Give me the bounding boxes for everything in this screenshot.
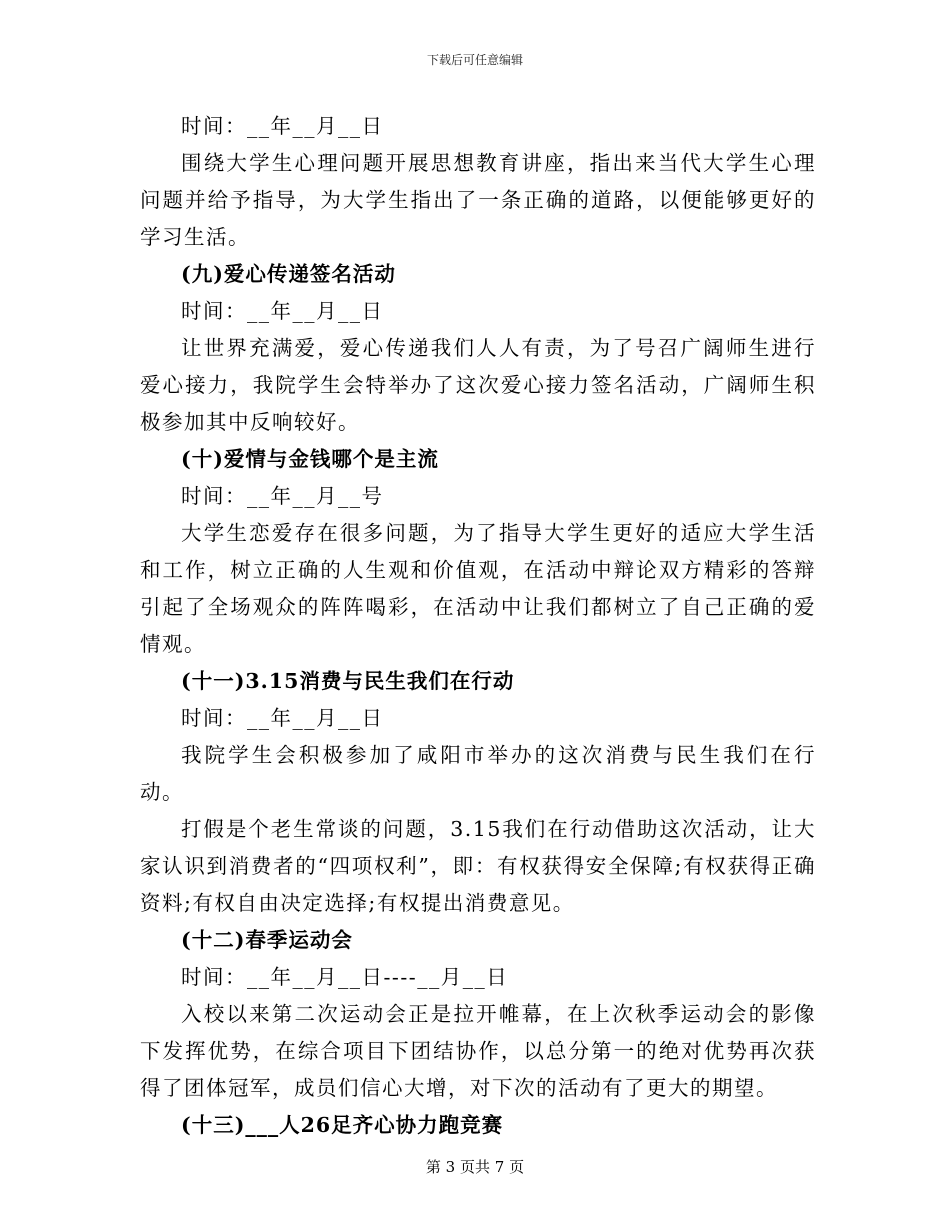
page-header: 下载后可任意编辑 <box>426 53 523 67</box>
body-paragraph: 我院学生会积极参加了咸阳市举办的这次消费与民生我们在行动。 <box>140 743 816 804</box>
section-heading: (十)爱情与金钱哪个是主流 <box>181 447 439 471</box>
event-time: 时间：__年__月__日 <box>181 299 384 323</box>
section-heading: (十一)3.15消费与民生我们在行动 <box>181 669 515 693</box>
section-heading: (十二)春季运动会 <box>181 928 353 952</box>
body-paragraph: 入校以来第二次运动会正是拉开帷幕，在上次秋季运动会的影像下发挥优势，在综合项目下团结协作，以总分第一的绝对优势再次获得了团体冠军，成员们信心大增，对下次的活动有了更大的期望。 <box>140 1002 816 1100</box>
body-paragraph: 大学生恋爱存在很多问题，为了指导大学生更好的适应大学生活和工作，树立正确的人生观和价值观，在活动中辩论双方精彩的答辩引起了全场观众的阵阵喝彩，在活动中让我们都树立了自己正确的爱情观。 <box>140 521 816 656</box>
body-paragraph: 打假是个老生常谈的问题，3.15我们在行动借助这次活动，让大家认识到消费者的“四项权利”，即：有权获得安全保障;有权获得正确资料;有权自由决定选择;有权提出消费意见。 <box>140 817 816 915</box>
event-time: 时间：__年__月__日----__月__日 <box>181 965 509 989</box>
event-time: 时间：__年__月__日 <box>181 114 384 138</box>
body-paragraph: 围绕大学生心理问题开展思想教育讲座，指出来当代大学生心理问题并给予指导，为大学生指出了一条正确的道路，以便能够更好的学习生活。 <box>140 151 816 249</box>
document-body <box>140 108 816 1144</box>
event-time: 时间：__年__月__日 <box>181 706 384 730</box>
page-footer: 第 3 页共 7 页 <box>425 1158 525 1176</box>
section-heading: (十三)___人26足齐心协力跑竞赛 <box>181 1113 504 1137</box>
event-time: 时间：__年__月__号 <box>181 484 384 508</box>
section-heading: (九)爱心传递签名活动 <box>181 262 396 286</box>
body-paragraph: 让世界充满爱，爱心传递我们人人有责，为了号召广阔师生进行爱心接力，我院学生会特举办了这次爱心接力签名活动，广阔师生积极参加其中反响较好。 <box>140 336 816 434</box>
